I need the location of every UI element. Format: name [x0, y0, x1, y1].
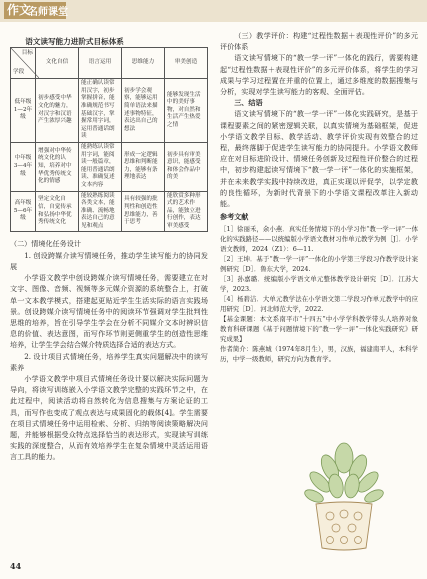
table-corner-cell: [11, 48, 36, 79]
header-bar: [0, 0, 427, 22]
table-cell: 能正确认读常用汉字，初步掌握拼音，能准确规范书写基础汉字，掌握常用字词，运用普通话朗读: [79, 79, 122, 143]
left-column: [10, 36, 208, 463]
table-cell: 能较熟练阅读各类文本，能准确、流畅地表达自己的意见和观点: [79, 191, 122, 232]
grade-cell: 高年级5—6年级: [11, 191, 36, 232]
body-paragraph: 语文读写情境下的“教一学一评”一体化的践行，需要构建起“过程性数据＋表现性评价”的多元评价体系，将学生的学习成果与学习过程置在并重的位置上，通过多维度的数据搜集与分析，实现对学生读写能力的客观、全面评估。: [220, 53, 418, 97]
column-header: 思维能力: [122, 48, 165, 79]
brand-subtitle: 名师课堂: [28, 7, 68, 18]
table-row: [11, 79, 208, 143]
table-cell: 能欣赏多种形式的艺术作品，能独立进行创作，表达审美感受: [165, 191, 208, 232]
table-header-row: [11, 48, 208, 79]
body-paragraph: 语文读写情境下的“教一学一评”一体化实践研究，是基于课程要素之间的紧密逻辑关联，以真实情境为基础框架，促进小学语文教学目标、教学活动、教学评价实现有效整合的过程，最终落脚于促进学生读写能力的协同提升。小学语文教师应在对目标进阶设计、情境任务创新及过程性评价整合的过程中，初步构建起读写情境下“教一学一评”一体化的实施框架，并在未来教学实践中持续改进，真正实现以评促学，以学定教的良性循环，为新时代背景下的小学语文课程改革注入新动能。: [220, 109, 418, 209]
corner-top-label: 目标: [21, 50, 33, 57]
table-cell: 形成一定逻辑思维和判断能力，能够有条理地表达: [122, 142, 165, 191]
body-paragraph: 小学语文教学中创设跨媒介读写情境任务，需要建立在对文字、图像、音频、视频等多元媒介资源的系统整合上，打破单一文本教学模式，搭建起更贴近学生生活实际的语言实践场景。创设跨媒介读写情境任务中的阅读环节强调对学生批判性思维的培养，旨在引导学生学会在分析不同媒介文本时辨识信息的价值、表达意图，而写作环节则更侧重学生的创造性思维培养，让学生学会结合媒介特质选择合适的表达方式。: [10, 273, 208, 350]
right-column: [220, 30, 418, 364]
column-header: 文化自信: [36, 48, 79, 79]
references-title: 参考文献: [220, 212, 249, 222]
table-cell: 具有较强的批判性和创造性思维能力，善于思考: [122, 191, 165, 232]
reference-item: ［2］王坤．基于“教一学一评”一体化的小学第三学段习作教学设计案例研究［D］．鲁东大学，2024.: [220, 255, 418, 274]
table-cell: 初步学会观察，能够运用简单语法来描述事物特征，表达出自己的想法: [122, 79, 165, 143]
table-cell: 能够发现生活中的美好事物，对自然和生活产生热爱之情: [165, 79, 208, 143]
corner-bottom-label: 学段: [13, 68, 25, 75]
table-title: 语文读写能力进阶式目标体系: [25, 37, 124, 46]
reference-item: ［3］孙嘉璐．统编版小学语文单元整体教学设计研究［D］．江苏大学，2023.: [220, 275, 418, 294]
section-heading: （二）情境化任务设计: [10, 239, 81, 249]
column-header: 审美创造: [165, 48, 208, 79]
subsection-heading: 1. 创设跨媒介读写情境任务，推动学生读写能力的协同发展: [10, 250, 208, 271]
table-cell: 初步具有审美意识，能感受和体会作品中的美: [165, 142, 208, 191]
subsection-heading: 2. 设计项目式情境任务，培养学生真实问题解决中的读写素养: [10, 351, 208, 372]
body-paragraph: 小学语文教学中项目式情境任务设计要以解决实际问题为导向，将读写训练嵌入小学语文教学完整的实践环节之中，在此过程中，阅读活动将自然转化为信息搜集与方案论证的工具，而写作也变成了观点表达与成果固化的载体[4]。学生需要在项目式情境任务中运用检索、分析、归纳等阅读策略解决问题，并能够根据受众特点选择恰当的表达形式，实现读写训练实践的深度整合，从而有效培养学生在复杂情境中灵活运用语言工具的能力。: [10, 373, 208, 462]
table-cell: 初步感受中华文化的魅力，对汉字和汉语产生浓厚兴趣: [36, 79, 79, 143]
column-header: 语言运用: [79, 48, 122, 79]
brand-title: 作文: [7, 3, 32, 17]
table-cell: 增强对中华传统文化的认知，培养对中华优秀传统文化的情感: [36, 142, 79, 191]
section-heading: 三、结语: [234, 98, 263, 108]
section-heading: （三）教学评价：构建“过程性数据＋表现性评价”的多元评价体系: [220, 31, 418, 52]
table-cell: 能熟练认读常用字词，能阅读一般篇章，能用普通话朗读、准确复述文本内容: [79, 142, 122, 191]
reference-item: ［4］杨碧洁．大单元教学法在小学语文第二学段习作单元教学中的应用研究［D］．河北师范大学，2022.: [220, 295, 418, 314]
succulent-plant-icon: [300, 442, 388, 554]
author-bio: 作者简介：陈燕城（1974年8月生），男，汉族，福建南平人，本科学历，中学一级教师，研究方向为教育学。: [220, 345, 418, 364]
fund-note: 【基金课题：本文系南平市“十四五”中小学学科教学带头人培养对象教育科研课题《基于问题情境下的“教一学一评”一体化实践研究》研究成果】: [220, 315, 418, 344]
references-list: [220, 224, 418, 364]
table-cell: 坚定文化自信，自觉传承和弘扬中华优秀传统文化: [36, 191, 79, 232]
page-number: 44: [10, 561, 22, 571]
table-row: [11, 191, 208, 232]
goal-table: [10, 47, 208, 232]
grade-cell: 中年级3—4年级: [11, 142, 36, 191]
table-row: [11, 142, 208, 191]
reference-item: ［1］徐丽禾，余小燕．真实任务情境下的小学习作“教一学一评”一体化的实践路径——以统编版小学语文教材习作单元教学为例［J］．小学语文教师，2024（Z1）：6—11.: [220, 225, 418, 254]
grade-cell: 低年级1—2年级: [11, 79, 36, 143]
